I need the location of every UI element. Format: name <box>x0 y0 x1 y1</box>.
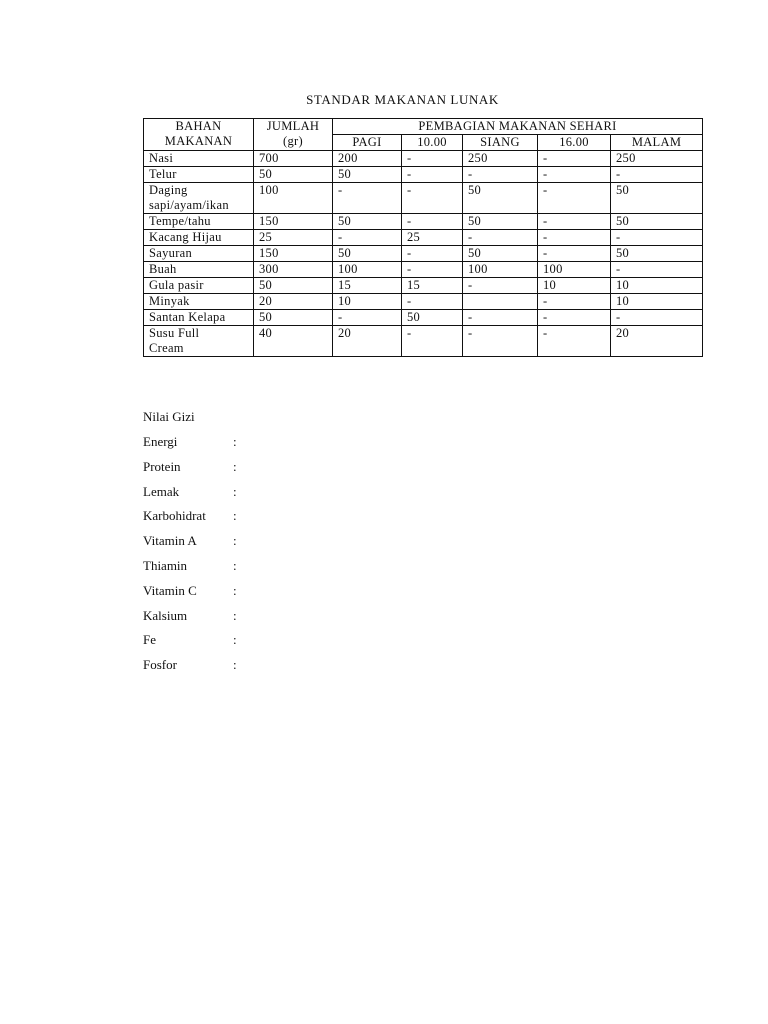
nutrition-colon: : <box>233 434 237 449</box>
nutrition-label: Fe <box>143 632 156 648</box>
nutrition-colon: : <box>233 607 237 623</box>
food-standard-table <box>143 118 703 357</box>
nutrition-row <box>143 434 243 459</box>
nutrition-label: Protein <box>143 458 181 474</box>
portion-cell: - <box>402 167 463 183</box>
portion-cell: - <box>402 262 463 278</box>
portion-cell: - <box>333 183 402 214</box>
portion-cell: - <box>538 326 611 357</box>
nutrition-colon: : <box>233 483 237 499</box>
food-name-cell <box>144 167 254 183</box>
portion-cell: 15 <box>402 278 463 294</box>
table-body <box>144 151 703 357</box>
table-header-row <box>144 119 703 135</box>
portion-cell: - <box>538 310 611 326</box>
nutrition-label: Thiamin <box>143 557 188 573</box>
nutrition-colon: : <box>233 508 237 524</box>
food-name-line: sapi/ayam/ikan <box>149 198 229 212</box>
portion-cell: - <box>538 183 611 214</box>
portion-cell: - <box>402 326 463 357</box>
header-pagi: PAGI <box>333 135 402 151</box>
food-name-cell <box>144 151 254 167</box>
portion-cell: 100 <box>538 262 611 278</box>
portion-cell: 50 <box>463 183 538 214</box>
nutrition-row <box>143 657 243 682</box>
food-name-line: Minyak <box>149 294 190 308</box>
table-row <box>144 262 703 278</box>
portion-cell: 50 <box>333 246 402 262</box>
portion-cell: 100 <box>333 262 402 278</box>
portion-cell: - <box>538 246 611 262</box>
portion-cell: 50 <box>463 246 538 262</box>
nutrition-label: Lemak <box>143 483 180 499</box>
amount-cell: 20 <box>254 294 333 310</box>
portion-cell: - <box>538 151 611 167</box>
food-name-line: Cream <box>149 341 184 355</box>
portion-cell: 25 <box>402 230 463 246</box>
amount-cell: 150 <box>254 246 333 262</box>
food-name-cell <box>144 294 254 310</box>
nutrition-colon: : <box>233 582 237 598</box>
food-name-line: Kacang Hijau <box>149 230 222 244</box>
table-row <box>144 310 703 326</box>
portion-cell: 50 <box>463 214 538 230</box>
portion-cell: - <box>463 230 538 246</box>
amount-cell: 50 <box>254 167 333 183</box>
portion-cell: - <box>402 214 463 230</box>
amount-cell: 50 <box>254 278 333 294</box>
portion-cell: - <box>538 230 611 246</box>
food-name-line: Daging <box>149 183 188 197</box>
nutrition-heading: Nilai Gizi <box>143 409 195 424</box>
nutrition-colon: : <box>233 533 237 549</box>
amount-cell: 40 <box>254 326 333 357</box>
amount-cell: 100 <box>254 183 333 214</box>
table-row <box>144 246 703 262</box>
nutrition-row <box>143 484 243 509</box>
nutrition-colon: : <box>233 657 237 673</box>
nutrition-label: Vitamin C <box>143 582 197 598</box>
food-name-line: Buah <box>149 262 177 276</box>
portion-cell: - <box>402 246 463 262</box>
nutrition-label: Fosfor <box>143 657 177 673</box>
portion-cell: 50 <box>611 183 703 214</box>
table-row <box>144 214 703 230</box>
nutrition-row <box>143 558 243 583</box>
portion-cell: 50 <box>611 246 703 262</box>
nutrition-row <box>143 459 243 484</box>
portion-cell: - <box>611 262 703 278</box>
portion-cell <box>463 294 538 310</box>
amount-cell: 700 <box>254 151 333 167</box>
header-10-00: 10.00 <box>402 135 463 151</box>
nutrition-colon: : <box>233 557 237 573</box>
portion-cell: - <box>611 167 703 183</box>
header-jumlah <box>254 119 333 151</box>
portion-cell: 250 <box>611 151 703 167</box>
portion-cell: 100 <box>463 262 538 278</box>
portion-cell: - <box>333 310 402 326</box>
table-row <box>144 183 703 214</box>
food-name-line: Telur <box>149 167 177 181</box>
header-bahan-line-1: BAHAN <box>175 119 222 133</box>
table-row <box>144 151 703 167</box>
portion-cell: 50 <box>611 214 703 230</box>
table-row <box>144 278 703 294</box>
amount-cell: 25 <box>254 230 333 246</box>
portion-cell: - <box>402 294 463 310</box>
portion-cell: 10 <box>333 294 402 310</box>
header-bahan-line-2: MAKANAN <box>164 134 233 148</box>
nutrition-label: Karbohidrat <box>143 508 206 524</box>
portion-cell: - <box>463 167 538 183</box>
header-jumlah-line-1: JUMLAH <box>266 119 320 133</box>
nutrition-section <box>143 409 243 682</box>
portion-cell: 10 <box>538 278 611 294</box>
portion-cell: 50 <box>402 310 463 326</box>
nutrition-list <box>143 434 243 682</box>
portion-cell: - <box>333 230 402 246</box>
table-row <box>144 230 703 246</box>
food-name-cell <box>144 246 254 262</box>
table-row <box>144 167 703 183</box>
portion-cell: 15 <box>333 278 402 294</box>
portion-cell: 10 <box>611 294 703 310</box>
page-title: STANDAR MAKANAN LUNAK <box>306 92 499 107</box>
nutrition-row <box>143 508 243 533</box>
food-name-line: Gula pasir <box>149 278 204 292</box>
nutrition-colon: : <box>233 632 237 648</box>
portion-cell: 20 <box>333 326 402 357</box>
portion-cell: - <box>463 310 538 326</box>
food-name-cell <box>144 214 254 230</box>
food-name-line: Sayuran <box>149 246 193 260</box>
nutrition-row <box>143 632 243 657</box>
food-name-cell <box>144 326 254 357</box>
food-name-cell <box>144 230 254 246</box>
portion-cell: 20 <box>611 326 703 357</box>
amount-cell: 50 <box>254 310 333 326</box>
nutrition-row <box>143 608 243 633</box>
amount-cell: 300 <box>254 262 333 278</box>
food-name-line: Tempe/tahu <box>149 214 211 228</box>
portion-cell: - <box>538 167 611 183</box>
nutrition-colon: : <box>233 458 237 474</box>
portion-cell: 200 <box>333 151 402 167</box>
portion-cell: - <box>463 278 538 294</box>
portion-cell: - <box>611 230 703 246</box>
nutrition-row <box>143 583 243 608</box>
nutrition-label: Energi <box>143 434 178 449</box>
food-name-line: Nasi <box>149 151 174 165</box>
portion-cell: 50 <box>333 214 402 230</box>
header-malam: MALAM <box>611 135 703 151</box>
header-jumlah-line-2: (gr) <box>283 134 303 148</box>
portion-cell: - <box>402 151 463 167</box>
food-name-cell <box>144 310 254 326</box>
food-name-cell <box>144 278 254 294</box>
portion-cell: 10 <box>611 278 703 294</box>
nutrition-row <box>143 533 243 558</box>
header-pembagian: PEMBAGIAN MAKANAN SEHARI <box>333 119 703 135</box>
table-row <box>144 326 703 357</box>
portion-cell: - <box>463 326 538 357</box>
header-bahan-makanan <box>144 119 254 151</box>
food-name-cell <box>144 262 254 278</box>
food-name-line: Santan Kelapa <box>149 310 226 324</box>
header-16-00: 16.00 <box>538 135 611 151</box>
nutrition-label: Kalsium <box>143 607 188 623</box>
portion-cell: 50 <box>333 167 402 183</box>
amount-cell: 150 <box>254 214 333 230</box>
nutrition-label: Vitamin A <box>143 533 197 549</box>
portion-cell: - <box>611 310 703 326</box>
table-row <box>144 294 703 310</box>
portion-cell: - <box>538 294 611 310</box>
header-siang: SIANG <box>463 135 538 151</box>
food-name-line: Susu Full <box>149 326 200 340</box>
portion-cell: - <box>402 183 463 214</box>
portion-cell: 250 <box>463 151 538 167</box>
portion-cell: - <box>538 214 611 230</box>
food-name-cell <box>144 183 254 214</box>
